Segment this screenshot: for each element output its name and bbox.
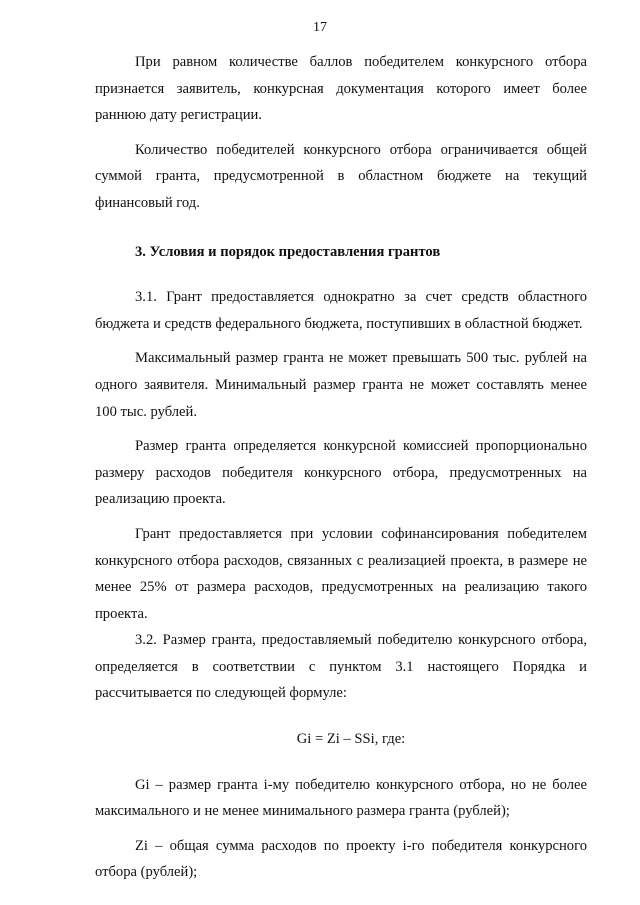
definition-item: Gi – размер гранта i-му победителю конкурсного отбора, но не более максимального и не менее минимального размера гранта (рублей); xyxy=(95,776,587,820)
paragraph: При равном количестве баллов победителем конкурсного отбора признается заявитель, конкурсная документация которого имеет более раннюю дату регистрации. xyxy=(95,54,587,124)
paragraph: Размер гранта определяется конкурсной комиссией пропорционально размеру расходов победителя конкурсного отбора, предусмотренных на реализацию проекта. xyxy=(95,438,587,508)
paragraph: 3.1. Грант предоставляется однократно за счет средств областного бюджета и средств федерального бюджета, поступивших в областной бюджет. xyxy=(95,289,587,332)
definition-item: Zi – общая сумма расходов по проекту i-го победителя конкурсного отбора (рублей); xyxy=(95,837,587,881)
paragraph: 3.2. Размер гранта, предоставляемый победителю конкурсного отбора, определяется в соответствии с пунктом 3.1 настоящего Порядка и рассчитывается по следующей формуле: xyxy=(95,632,587,702)
section-heading: 3. Условия и порядок предоставления грантов xyxy=(135,243,441,260)
document-body xyxy=(95,49,587,886)
paragraph: Количество победителей конкурсного отбора ограничивается общей суммой гранта, предусмотренной в областном бюджете на текущий финансовый год. xyxy=(95,141,587,211)
paragraph: Максимальный размер гранта не может превышать 500 тыс. рублей на одного заявителя. Минимальный размер гранта не может составлять менее 100 тыс. рублей. xyxy=(95,350,587,420)
paragraph: Грант предоставляется при условии софинансирования победителем конкурсного отбора расходов, связанных с реализацией проекта, в размере не менее 25% от размера расходов, предусмотренных на реализацию такого проекта. xyxy=(95,525,587,622)
page-number: 17 xyxy=(313,20,327,35)
formula: Gi = Zi – SSi, где: xyxy=(296,731,406,748)
